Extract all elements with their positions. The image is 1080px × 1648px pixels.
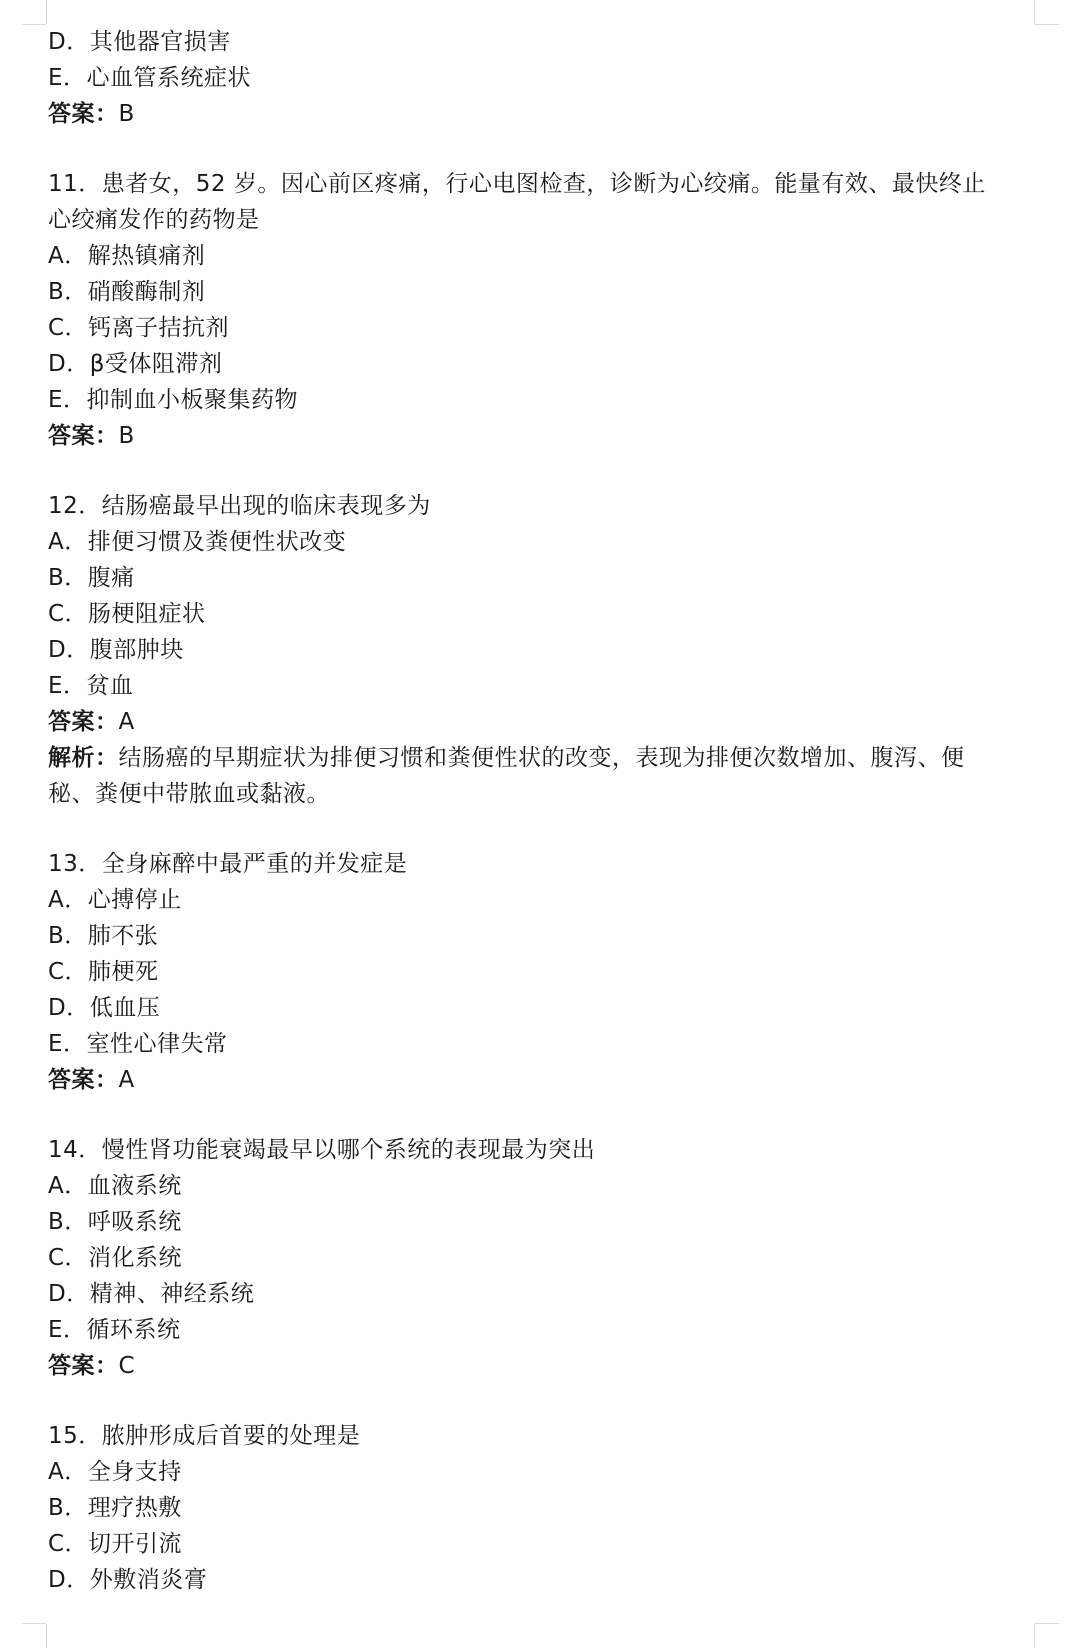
option-d: D．低血压 [48, 995, 161, 1021]
answer-line [48, 1348, 1008, 1384]
answer-value: A [118, 709, 135, 735]
corner-mark-top-left [46, 0, 47, 24]
answer-value: A [118, 1067, 135, 1093]
option-d: D．精神、神经系统 [48, 1281, 255, 1307]
option-d: D．β受体阻滞剂 [48, 351, 223, 377]
option-a: A．全身支持 [48, 1459, 182, 1485]
answer-label: 答案： [48, 1353, 119, 1379]
option-a: A．排便习惯及粪便性状改变 [48, 529, 347, 555]
question-list [48, 24, 1008, 1598]
option-e: E．贫血 [48, 673, 134, 699]
answer-label: 答案： [48, 709, 119, 735]
answer-value: C [118, 1353, 136, 1379]
option-c: C．肠梗阻症状 [48, 601, 206, 627]
answer-line [48, 704, 1008, 740]
option-a: A．解热镇痛剂 [48, 243, 206, 269]
corner-mark-top-right-h [1035, 24, 1059, 25]
question-15 [48, 1418, 1008, 1598]
answer-line [48, 1062, 1008, 1098]
answer-label: 答案： [48, 101, 119, 127]
option-d: D．其他器官损害 [48, 29, 231, 55]
option-d: D．腹部肿块 [48, 637, 184, 663]
corner-mark-bottom-right [1034, 1624, 1035, 1648]
corner-mark-bottom-right-h [1035, 1623, 1059, 1624]
answer-value: B [118, 101, 135, 127]
option-e: E．室性心律失常 [48, 1031, 228, 1057]
corner-mark-bottom-left [46, 1624, 47, 1648]
option-c: C．肺梗死 [48, 959, 159, 985]
question-text: 14．慢性肾功能衰竭最早以哪个系统的表现最为突出 [48, 1137, 596, 1163]
analysis-label: 解析： [48, 745, 119, 771]
answer-value: B [118, 423, 135, 449]
corner-mark-top-left-h [22, 24, 46, 25]
answer-label: 答案： [48, 423, 119, 449]
option-e: E．心血管系统症状 [48, 65, 252, 91]
question-10-tail [48, 24, 1008, 132]
option-c: C．切开引流 [48, 1531, 183, 1557]
corner-mark-bottom-left-h [22, 1623, 46, 1624]
question-14 [48, 1132, 1008, 1384]
option-b: B．呼吸系统 [48, 1209, 182, 1235]
answer-line [48, 418, 1008, 454]
analysis-line [48, 740, 1008, 812]
option-a: A．心搏停止 [48, 887, 182, 913]
question-text: 13．全身麻醉中最严重的并发症是 [48, 851, 408, 877]
option-b: B．肺不张 [48, 923, 159, 949]
option-c: C．钙离子拮抗剂 [48, 315, 230, 341]
option-b: B．理疗热敷 [48, 1495, 182, 1521]
question-13 [48, 846, 1008, 1098]
analysis-text: 结肠癌的早期症状为排便习惯和粪便性状的改变，表现为排便次数增加、腹泻、便秘、粪便中带脓血或黏液。 [48, 745, 965, 807]
answer-label: 答案： [48, 1067, 119, 1093]
question-text: 11．患者女，52 岁。因心前区疼痛，行心电图检查，诊断为心绞痛。能量有效、最快终止心绞痛发作的药物是 [48, 171, 986, 233]
question-text: 12．结肠癌最早出现的临床表现多为 [48, 493, 431, 519]
option-e: E．循环系统 [48, 1317, 181, 1343]
answer-line [48, 96, 1008, 132]
option-c: C．消化系统 [48, 1245, 183, 1271]
question-11 [48, 166, 1008, 454]
corner-mark-top-right [1034, 0, 1035, 24]
option-b: B．硝酸酶制剂 [48, 279, 206, 305]
option-b: B．腹痛 [48, 565, 135, 591]
option-e: E．抑制血小板聚集药物 [48, 387, 299, 413]
option-a: A．血液系统 [48, 1173, 182, 1199]
question-12 [48, 488, 1008, 812]
question-text: 15．脓肿形成后首要的处理是 [48, 1423, 361, 1449]
option-d: D．外敷消炎膏 [48, 1567, 208, 1593]
